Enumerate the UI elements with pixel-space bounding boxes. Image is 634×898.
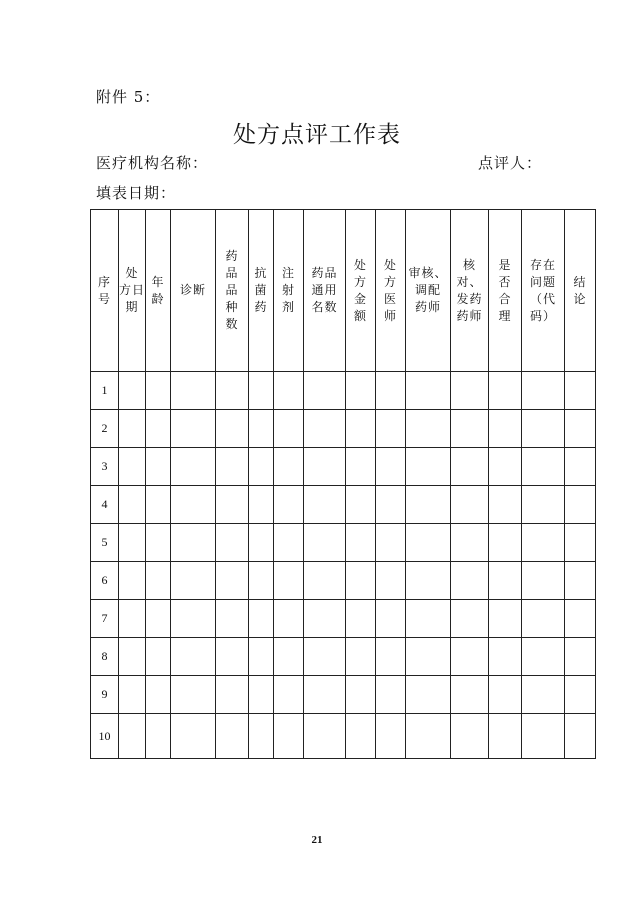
table-cell[interactable] bbox=[119, 638, 146, 676]
column-header-line: 存在 bbox=[529, 257, 556, 272]
column-header-line: 注 bbox=[281, 266, 295, 280]
table-cell[interactable] bbox=[346, 638, 376, 676]
table-cell[interactable] bbox=[376, 410, 406, 448]
row-number-cell: 4 bbox=[91, 486, 119, 524]
table-cell[interactable] bbox=[146, 638, 171, 676]
table-cell[interactable] bbox=[451, 410, 489, 448]
table-cell[interactable] bbox=[146, 524, 171, 562]
column-header-line: 种 bbox=[225, 300, 239, 314]
column-header bbox=[376, 210, 406, 372]
column-header bbox=[346, 210, 376, 372]
table-cell[interactable] bbox=[304, 372, 346, 410]
column-header bbox=[216, 210, 249, 372]
table-cell[interactable] bbox=[249, 600, 274, 638]
table-row bbox=[91, 410, 596, 448]
table-cell[interactable] bbox=[304, 676, 346, 714]
table-cell[interactable] bbox=[489, 524, 522, 562]
table-cell[interactable] bbox=[304, 486, 346, 524]
table-cell[interactable] bbox=[522, 372, 565, 410]
table-cell[interactable] bbox=[171, 676, 216, 714]
column-header-line: 调配 bbox=[414, 283, 441, 297]
column-header bbox=[406, 210, 451, 372]
table-cell[interactable] bbox=[565, 638, 596, 676]
table-cell[interactable] bbox=[171, 562, 216, 600]
table-cell[interactable] bbox=[216, 600, 249, 638]
column-header-line: 金 bbox=[353, 291, 367, 306]
table-cell[interactable] bbox=[119, 600, 146, 638]
column-header-label bbox=[456, 257, 482, 325]
column-header-line: 额 bbox=[353, 308, 367, 323]
table-cell[interactable] bbox=[171, 372, 216, 410]
table-cell[interactable] bbox=[249, 638, 274, 676]
column-header-line: 诊断 bbox=[179, 283, 206, 297]
table-cell[interactable] bbox=[146, 562, 171, 600]
table-cell[interactable] bbox=[565, 676, 596, 714]
column-header bbox=[91, 210, 119, 372]
table-cell[interactable] bbox=[146, 676, 171, 714]
table-cell[interactable] bbox=[119, 410, 146, 448]
table-cell[interactable] bbox=[565, 410, 596, 448]
table-cell[interactable] bbox=[146, 600, 171, 638]
column-header-line: 抗 bbox=[254, 266, 268, 280]
table-cell[interactable] bbox=[249, 562, 274, 600]
table-cell[interactable] bbox=[376, 562, 406, 600]
table-cell[interactable] bbox=[451, 600, 489, 638]
column-header-label bbox=[384, 257, 397, 325]
column-header-line: 药 bbox=[254, 300, 268, 314]
column-header-line: 核 bbox=[462, 257, 476, 272]
column-header bbox=[249, 210, 274, 372]
table-cell[interactable] bbox=[171, 410, 216, 448]
table-cell[interactable] bbox=[249, 714, 274, 759]
table-cell[interactable] bbox=[522, 600, 565, 638]
table-cell[interactable] bbox=[406, 676, 451, 714]
table-cell[interactable] bbox=[171, 524, 216, 562]
column-header-line: 审核、 bbox=[408, 266, 448, 280]
table-cell[interactable] bbox=[565, 600, 596, 638]
table-cell[interactable] bbox=[565, 562, 596, 600]
column-header-line: 通用 bbox=[311, 283, 338, 297]
table-cell[interactable] bbox=[565, 714, 596, 759]
row-number-cell: 7 bbox=[91, 600, 119, 638]
column-header-line: 期 bbox=[125, 300, 139, 314]
table-cell[interactable] bbox=[565, 524, 596, 562]
table-cell[interactable] bbox=[119, 524, 146, 562]
column-header-line: 号 bbox=[97, 291, 111, 306]
table-row bbox=[91, 448, 596, 486]
table-cell[interactable] bbox=[249, 486, 274, 524]
row-number-cell: 1 bbox=[91, 372, 119, 410]
table-cell[interactable] bbox=[489, 448, 522, 486]
column-header-line: 药师 bbox=[414, 300, 441, 314]
row-number-cell: 5 bbox=[91, 524, 119, 562]
table-cell[interactable] bbox=[489, 486, 522, 524]
table-cell[interactable] bbox=[346, 676, 376, 714]
column-header-line: 药 bbox=[225, 249, 239, 263]
column-header-line: 菌 bbox=[254, 283, 268, 297]
column-header-line: 方日 bbox=[119, 283, 146, 297]
table-cell[interactable] bbox=[489, 410, 522, 448]
table-cell[interactable] bbox=[249, 524, 274, 562]
table-cell[interactable] bbox=[406, 600, 451, 638]
table-cell[interactable] bbox=[346, 410, 376, 448]
table-body bbox=[91, 372, 596, 759]
table-cell[interactable] bbox=[522, 562, 565, 600]
column-header-line: 名数 bbox=[311, 300, 338, 314]
table-cell[interactable] bbox=[522, 676, 565, 714]
column-header bbox=[489, 210, 522, 372]
column-header-line: 剂 bbox=[281, 300, 295, 314]
table-cell[interactable] bbox=[489, 638, 522, 676]
column-header-label bbox=[530, 257, 556, 325]
column-header-line: （代 bbox=[529, 291, 556, 306]
table-cell[interactable] bbox=[119, 562, 146, 600]
table-cell[interactable] bbox=[274, 714, 304, 759]
table-row bbox=[91, 486, 596, 524]
review-table bbox=[90, 209, 596, 759]
column-header-line: 处 bbox=[353, 257, 367, 272]
column-header-line: 射 bbox=[281, 283, 295, 297]
column-header-line: 理 bbox=[498, 308, 512, 323]
table-row bbox=[91, 562, 596, 600]
column-header bbox=[522, 210, 565, 372]
table-cell[interactable] bbox=[249, 372, 274, 410]
row-number-cell: 9 bbox=[91, 676, 119, 714]
table-row bbox=[91, 372, 596, 410]
table-cell[interactable] bbox=[376, 524, 406, 562]
column-header-label bbox=[282, 265, 295, 316]
column-header-line: 品 bbox=[225, 266, 239, 280]
table-cell[interactable] bbox=[216, 638, 249, 676]
table-cell[interactable] bbox=[406, 372, 451, 410]
table-cell[interactable] bbox=[346, 524, 376, 562]
table-cell[interactable] bbox=[216, 448, 249, 486]
column-header-label bbox=[408, 265, 447, 316]
table-cell[interactable] bbox=[522, 638, 565, 676]
table-cell[interactable] bbox=[451, 524, 489, 562]
column-header-line: 数 bbox=[225, 317, 239, 331]
page-number: 21 bbox=[311, 834, 323, 846]
table-cell[interactable] bbox=[304, 524, 346, 562]
table-cell[interactable] bbox=[376, 714, 406, 759]
table-cell[interactable] bbox=[346, 486, 376, 524]
column-header-line: 处 bbox=[125, 266, 139, 280]
table-cell[interactable] bbox=[346, 562, 376, 600]
column-header-line: 龄 bbox=[151, 291, 165, 306]
column-header-line: 合 bbox=[498, 291, 512, 306]
attachment-label: 附件 5： bbox=[96, 88, 161, 106]
column-header bbox=[304, 210, 346, 372]
column-header-line: 医 bbox=[383, 291, 397, 306]
table-row bbox=[91, 524, 596, 562]
table-cell[interactable] bbox=[489, 372, 522, 410]
table-cell[interactable] bbox=[304, 448, 346, 486]
table-cell[interactable] bbox=[216, 524, 249, 562]
column-header-label bbox=[254, 265, 267, 316]
table-cell[interactable] bbox=[274, 410, 304, 448]
table-cell[interactable] bbox=[146, 714, 171, 759]
table-cell[interactable] bbox=[171, 486, 216, 524]
column-header-line: 对、 bbox=[456, 274, 483, 289]
column-header bbox=[451, 210, 489, 372]
reviewer-label: 点评人： bbox=[478, 154, 543, 172]
column-header-label bbox=[119, 265, 145, 316]
column-header-line: 码） bbox=[529, 308, 556, 323]
column-header-label bbox=[225, 248, 238, 333]
table-cell[interactable] bbox=[346, 600, 376, 638]
table-cell[interactable] bbox=[119, 486, 146, 524]
row-number-cell: 2 bbox=[91, 410, 119, 448]
table-cell[interactable] bbox=[406, 638, 451, 676]
column-header-line: 发药 bbox=[456, 291, 483, 306]
table-cell[interactable] bbox=[376, 600, 406, 638]
column-header bbox=[171, 210, 216, 372]
table-cell[interactable] bbox=[376, 372, 406, 410]
column-header-line: 问题 bbox=[529, 274, 556, 289]
table-cell[interactable] bbox=[274, 676, 304, 714]
table-cell[interactable] bbox=[216, 562, 249, 600]
table-cell[interactable] bbox=[406, 486, 451, 524]
table-cell[interactable] bbox=[304, 714, 346, 759]
table-cell[interactable] bbox=[171, 714, 216, 759]
table-cell[interactable] bbox=[119, 676, 146, 714]
column-header-line: 序 bbox=[97, 274, 111, 289]
table-cell[interactable] bbox=[146, 372, 171, 410]
table-cell[interactable] bbox=[274, 562, 304, 600]
institution-name-label: 医疗机构名称： bbox=[96, 154, 209, 172]
table-cell[interactable] bbox=[522, 486, 565, 524]
table-cell[interactable] bbox=[119, 714, 146, 759]
table-cell[interactable] bbox=[274, 524, 304, 562]
table-cell[interactable] bbox=[304, 638, 346, 676]
column-header-line: 品 bbox=[225, 283, 239, 297]
column-header-line: 结 bbox=[573, 274, 587, 289]
table-row bbox=[91, 600, 596, 638]
table-cell[interactable] bbox=[216, 714, 249, 759]
table-cell[interactable] bbox=[274, 372, 304, 410]
table-cell[interactable] bbox=[451, 448, 489, 486]
table-cell[interactable] bbox=[565, 486, 596, 524]
table-row bbox=[91, 638, 596, 676]
table-cell[interactable] bbox=[522, 410, 565, 448]
table-cell[interactable] bbox=[216, 372, 249, 410]
table-cell[interactable] bbox=[249, 410, 274, 448]
table-cell[interactable] bbox=[406, 410, 451, 448]
column-header-label bbox=[573, 274, 586, 308]
column-header-line: 方 bbox=[383, 274, 397, 289]
table-cell[interactable] bbox=[304, 562, 346, 600]
table-cell[interactable] bbox=[376, 448, 406, 486]
table-cell[interactable] bbox=[451, 562, 489, 600]
table-row bbox=[91, 714, 596, 759]
table-cell[interactable] bbox=[406, 448, 451, 486]
table-cell[interactable] bbox=[216, 486, 249, 524]
column-header-line: 药师 bbox=[456, 308, 483, 323]
table-cell[interactable] bbox=[565, 448, 596, 486]
table-cell[interactable] bbox=[171, 638, 216, 676]
table-cell[interactable] bbox=[171, 600, 216, 638]
column-header-line: 药品 bbox=[311, 266, 338, 280]
row-number-cell: 3 bbox=[91, 448, 119, 486]
table-cell[interactable] bbox=[489, 562, 522, 600]
table-cell[interactable] bbox=[119, 372, 146, 410]
table-cell[interactable] bbox=[146, 486, 171, 524]
table-cell[interactable] bbox=[119, 448, 146, 486]
column-header-label bbox=[498, 257, 511, 325]
page-title: 处方点评工作表 bbox=[233, 122, 401, 148]
table-cell[interactable] bbox=[216, 410, 249, 448]
row-number-cell: 8 bbox=[91, 638, 119, 676]
table-cell[interactable] bbox=[346, 372, 376, 410]
table-row bbox=[91, 676, 596, 714]
table-cell[interactable] bbox=[522, 524, 565, 562]
table-cell[interactable] bbox=[451, 676, 489, 714]
column-header-label bbox=[98, 274, 111, 308]
table-cell[interactable] bbox=[565, 372, 596, 410]
column-header bbox=[274, 210, 304, 372]
column-header-label bbox=[151, 274, 164, 308]
table-cell[interactable] bbox=[451, 714, 489, 759]
table-cell[interactable] bbox=[406, 714, 451, 759]
column-header-label bbox=[180, 282, 206, 299]
table-header-row bbox=[91, 210, 596, 372]
column-header-line: 年 bbox=[151, 274, 165, 289]
column-header bbox=[119, 210, 146, 372]
table-cell[interactable] bbox=[406, 524, 451, 562]
table-cell[interactable] bbox=[249, 448, 274, 486]
table-cell[interactable] bbox=[451, 486, 489, 524]
column-header-line: 否 bbox=[498, 274, 512, 289]
table-cell[interactable] bbox=[304, 600, 346, 638]
table-cell[interactable] bbox=[274, 448, 304, 486]
table-cell[interactable] bbox=[171, 448, 216, 486]
table-cell[interactable] bbox=[451, 372, 489, 410]
row-number-cell: 10 bbox=[91, 714, 119, 759]
table-cell[interactable] bbox=[376, 486, 406, 524]
row-number-cell: 6 bbox=[91, 562, 119, 600]
table-cell[interactable] bbox=[376, 638, 406, 676]
table-cell[interactable] bbox=[522, 448, 565, 486]
table-cell[interactable] bbox=[274, 638, 304, 676]
table-cell[interactable] bbox=[346, 448, 376, 486]
table-cell[interactable] bbox=[249, 676, 274, 714]
table-cell[interactable] bbox=[489, 600, 522, 638]
table-cell[interactable] bbox=[489, 714, 522, 759]
column-header-line: 师 bbox=[383, 308, 397, 323]
column-header bbox=[565, 210, 596, 372]
column-header-label bbox=[311, 265, 337, 316]
column-header-line: 论 bbox=[573, 291, 587, 306]
column-header-line: 方 bbox=[353, 274, 367, 289]
fill-date-label: 填表日期： bbox=[96, 184, 177, 202]
column-header-label bbox=[354, 257, 367, 325]
table-cell[interactable] bbox=[274, 600, 304, 638]
table-cell[interactable] bbox=[146, 448, 171, 486]
column-header-line: 是 bbox=[498, 257, 512, 272]
table-cell[interactable] bbox=[304, 410, 346, 448]
table-cell[interactable] bbox=[216, 676, 249, 714]
table-cell[interactable] bbox=[376, 676, 406, 714]
table-cell[interactable] bbox=[522, 714, 565, 759]
table-cell[interactable] bbox=[146, 410, 171, 448]
table-cell[interactable] bbox=[489, 676, 522, 714]
table-cell[interactable] bbox=[406, 562, 451, 600]
table-cell[interactable] bbox=[451, 638, 489, 676]
table-cell[interactable] bbox=[346, 714, 376, 759]
column-header bbox=[146, 210, 171, 372]
column-header-line: 处 bbox=[383, 257, 397, 272]
table-cell[interactable] bbox=[274, 486, 304, 524]
